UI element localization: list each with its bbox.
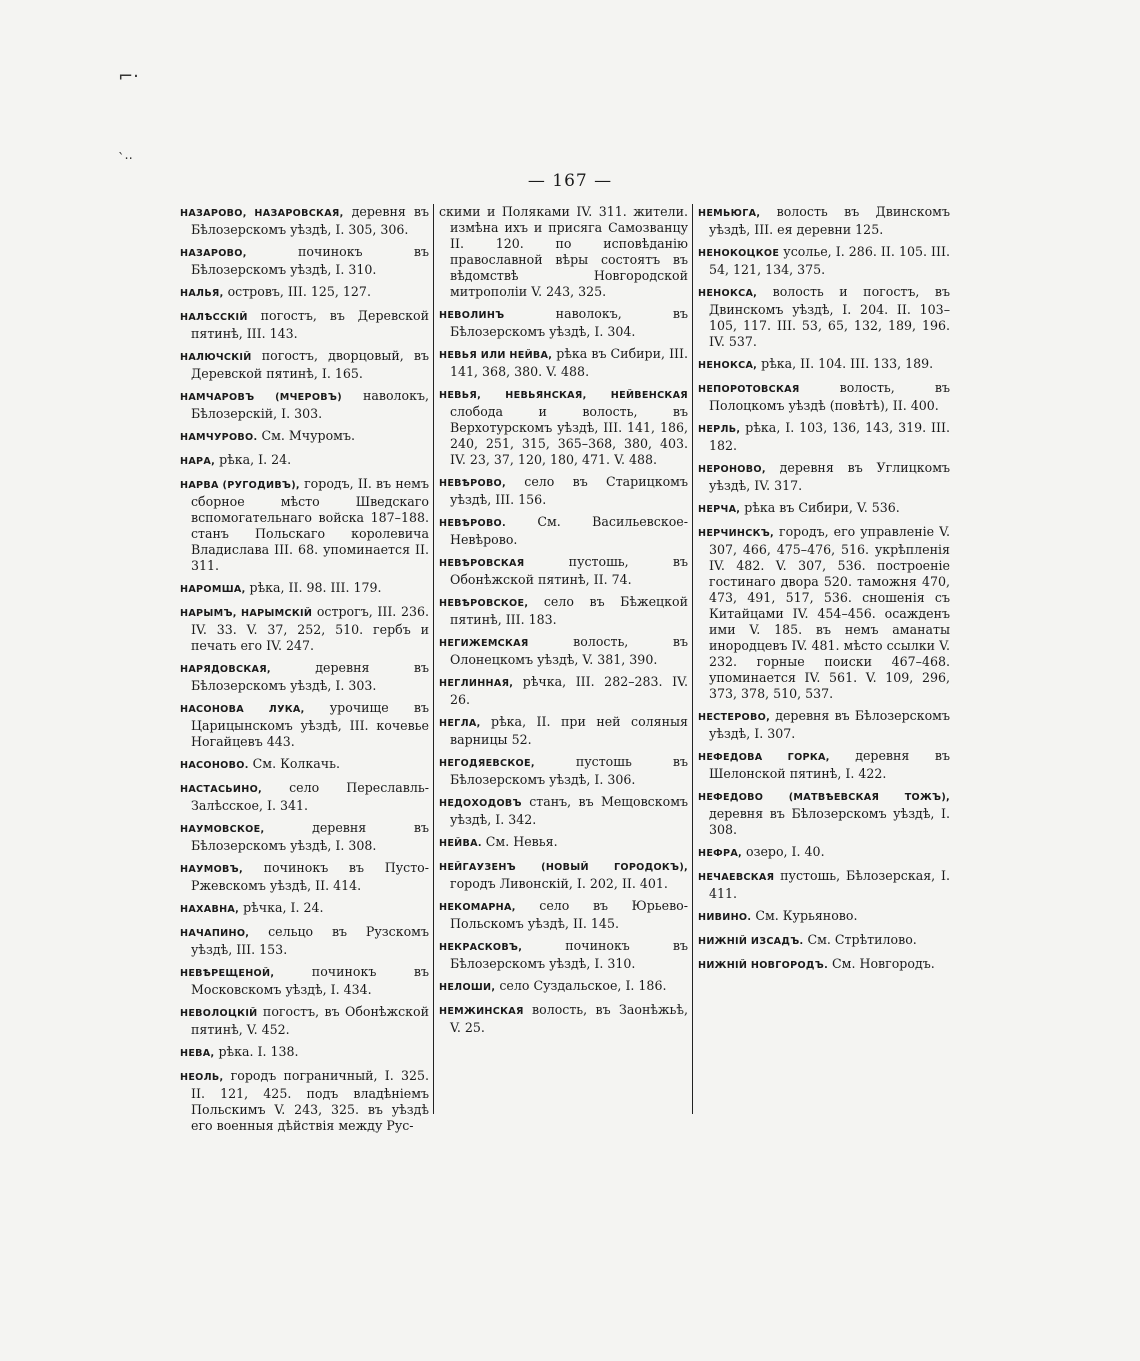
entry-headword: НЕКОМАРНА, — [439, 902, 516, 913]
index-entry — [698, 460, 950, 494]
entry-text: станъ, въ Мещовскомъ уѣздѣ, I. 342. — [450, 794, 688, 827]
entry-headword: НЕПОРОТОВСКАЯ — [698, 384, 800, 395]
index-entry — [439, 474, 688, 508]
entry-headword: НЕНОКСА, — [698, 360, 758, 371]
entry-text: погостъ, въ Деревской пятинѣ, III. 143. — [191, 308, 429, 341]
entry-text: деревня въ Бѣлозерскомъ уѣздѣ, I. 303. — [191, 660, 429, 693]
index-entry — [180, 900, 429, 918]
entry-headword: НЕФЕДОВА ГОРКА, — [698, 752, 830, 763]
entry-text: См. Стрѣтилово. — [803, 932, 917, 947]
index-entry — [439, 346, 688, 380]
entry-text: погостъ, въ Обонѣжской пятинѣ, V. 452. — [191, 1004, 429, 1037]
index-entry — [698, 500, 950, 518]
entry-text: волость, въ Заонѣжьѣ, V. 25. — [450, 1002, 688, 1035]
index-entry — [180, 660, 429, 694]
entry-text: См. Колкачь. — [248, 756, 340, 771]
entry-headword: НЕЙГАУЗЕНЪ (НОВЫЙ ГОРОДОКЪ), — [439, 862, 688, 873]
index-entry — [698, 844, 950, 862]
entry-text: пустошь, Бѣлозерская, I. 411. — [709, 868, 950, 901]
entry-text: См. Курьяново. — [751, 908, 858, 923]
entry-headword: НАРЫМЪ, НАРЫМСКІЙ — [180, 608, 313, 619]
entry-text: волость, въ Олонецкомъ уѣздѣ, V. 381, 390. — [450, 634, 688, 667]
entry-headword: НАЛЮЧСКІЙ — [180, 352, 252, 363]
index-entry — [439, 674, 688, 708]
entry-headword: НЕВѢРЕЩЕНОЙ, — [180, 968, 275, 979]
index-entry — [439, 1002, 688, 1036]
index-entry — [180, 428, 429, 446]
index-entry — [180, 580, 429, 598]
index-entry — [698, 708, 950, 742]
entry-headword: НАЧАПИНО, — [180, 928, 250, 939]
entry-headword: НЕФРА, — [698, 848, 742, 859]
index-entry — [698, 284, 950, 350]
index-entry — [698, 380, 950, 414]
entry-text: село Переславль-Залѣсское, I. 341. — [191, 780, 429, 813]
entry-text: острогъ, III. 236. IV. 33. V. 37, 252, 510. гербъ и печать его IV. 247. — [191, 604, 429, 653]
entry-text: наволокъ, Бѣлозерскій, I. 303. — [191, 388, 429, 421]
index-entry — [698, 244, 950, 278]
entry-headword: НЕВѢРОВО, — [439, 478, 506, 489]
entry-text: рѣка, I. 103, 136, 143, 319. III. 182. — [709, 420, 950, 453]
entry-headword: НАМЧАРОВЪ (МЧЕРОВЪ) — [180, 392, 342, 403]
entry-headword: НЕГЛА, — [439, 718, 481, 729]
entry-headword: НЕРЛЬ, — [698, 424, 741, 435]
entry-text: волость въ Двинскомъ уѣздѣ, III. ея деревни 125. — [709, 204, 950, 237]
entry-text: слобода и волость, въ Верхотурскомъ уѣздѣ, III. 141, 186, 240, 251, 315, 365–368, 380, 403. IV. 23, 37, 120, 180, 471. V. 488. — [450, 404, 688, 467]
entry-text: рѣка въ Сибири, III. 141, 368, 380. V. 488. — [450, 346, 688, 379]
index-entry — [439, 938, 688, 972]
index-entry — [180, 244, 429, 278]
index-entry — [439, 554, 688, 588]
entry-headword: НЕРЧА, — [698, 504, 741, 515]
entry-text: починокъ въ Бѣлозерскомъ уѣздѣ, I. 310. — [450, 938, 688, 971]
index-entry — [698, 204, 950, 238]
entry-text: наволокъ, въ Бѣлозерскомъ уѣздѣ, I. 304. — [450, 306, 688, 339]
entry-headword: НАРВА (РУГОДИВЪ), — [180, 480, 300, 491]
column-rule — [692, 204, 693, 1114]
index-entry — [180, 780, 429, 814]
entry-headword: НЕНОКСА, — [698, 288, 758, 299]
index-entry — [439, 386, 688, 468]
entry-text: озеро, I. 40. — [742, 844, 825, 859]
index-entry — [439, 634, 688, 668]
entry-headword: НАСТАСЬИНО, — [180, 784, 262, 795]
entry-text: деревня въ Углицкомъ уѣздѣ, IV. 317. — [709, 460, 950, 493]
entry-text: деревня въ Бѣлозерскомъ уѣздѣ, I. 308. — [709, 806, 950, 837]
entry-text: починокъ въ Московскомъ уѣздѣ, I. 434. — [191, 964, 429, 997]
entry-text: починокъ въ Пусто-Ржевскомъ уѣздѣ, II. 414. — [191, 860, 429, 893]
index-entry — [180, 1004, 429, 1038]
entry-headword: НЕВА, — [180, 1048, 215, 1059]
entry-headword: НЕГИЖЕМСКАЯ — [439, 638, 529, 649]
index-entry — [180, 1068, 429, 1134]
entry-text: См. Мчуромъ. — [257, 428, 355, 443]
entry-headword: НАЗАРОВО, — [180, 248, 247, 259]
entry-text: городъ, его управленіе V. 307, 466, 475–476, 516. укрѣпленія IV. 482. V. 307, 536. построеніе гостинаго двора 520. таможня 470, 473, 491, 517, 536. сношенія съ Китайцами IV. 454–456. осажденъ ими V. 185. въ немъ аманаты инородцевъ IV. 481. мѣсто ссылки V. 232. горные поиски 467–468. упоминается IV. 561. V. 109, 296, 373, 378, 510, 537. — [709, 524, 950, 701]
index-columns — [180, 204, 950, 1133]
entry-text: рѣка, II. при ней соляныя варницы 52. — [450, 714, 688, 747]
entry-headword: НЕСТЕРОВО, — [698, 712, 771, 723]
entry-headword: НЕВОЛОЦКІЙ — [180, 1008, 258, 1019]
entry-text: островъ, III. 125, 127. — [223, 284, 371, 299]
entry-headword: НИВИНО. — [698, 912, 752, 923]
entry-text: починокъ въ Бѣлозерскомъ уѣздѣ, I. 310. — [191, 244, 429, 277]
entry-text: урочище въ Царицынскомъ уѣздѣ, III. кочевье Ногайцевъ 443. — [191, 700, 429, 749]
index-entry — [180, 820, 429, 854]
entry-text: деревня въ Шелонской пятинѣ, I. 422. — [709, 748, 950, 781]
column-2 — [439, 204, 688, 1114]
entry-headword: НЕОЛЬ, — [180, 1072, 224, 1083]
entry-headword: НИЖНІЙ НОВГОРОДЪ. — [698, 960, 829, 971]
entry-headword: НЕРОНОВО, — [698, 464, 766, 475]
index-entry — [180, 476, 429, 574]
entry-text: волость и погостъ, въ Двинскомъ уѣздѣ, I. 204. II. 103–105, 117. III. 53, 65, 132, 189, 196. IV. 537. — [709, 284, 950, 349]
entry-headword: НАРОМША, — [180, 584, 246, 595]
entry-text: рѣка. I. 138. — [214, 1044, 299, 1059]
index-entry — [180, 284, 429, 302]
entry-headword: НЕВОЛИНЪ — [439, 310, 505, 321]
entry-text: село въ Бѣжецкой пятинѣ, III. 183. — [450, 594, 688, 627]
entry-headword: НАУМОВСКОЕ, — [180, 824, 265, 835]
index-entry — [180, 700, 429, 750]
entry-text: деревня въ Бѣлозерскомъ уѣздѣ, I. 308. — [191, 820, 429, 853]
entry-text: сельцо въ Рузскомъ уѣздѣ, III. 153. — [191, 924, 429, 957]
entry-headword: НЕВЬЯ ИЛИ НЕЙВА, — [439, 350, 553, 361]
entry-text: См. Новгородъ. — [828, 956, 935, 971]
entry-text: городъ Ливонскій, I. 202, II. 401. — [450, 876, 668, 891]
entry-text: село въ Старицкомъ уѣздѣ, III. 156. — [450, 474, 688, 507]
index-entry — [698, 788, 950, 838]
entry-headword: НЕДОХОДОВЪ — [439, 798, 522, 809]
entry-headword: НЕВѢРОВСКАЯ — [439, 558, 525, 569]
entry-text: рѣка, II. 104. III. 133, 189. — [757, 356, 934, 371]
index-entry — [180, 204, 429, 238]
entry-headword: НАЛѢССКІЙ — [180, 312, 248, 323]
entry-headword: НАМЧУРОВО. — [180, 432, 258, 443]
index-entry — [180, 860, 429, 894]
entry-headword: НЕВѢРОВСКОЕ, — [439, 598, 529, 609]
entry-text: село въ Юрьево-Польскомъ уѣздѣ, II. 145. — [450, 898, 688, 931]
index-entry — [698, 932, 950, 950]
entry-headword: НАРЯДОВСКАЯ, — [180, 664, 271, 675]
entry-headword: НЕМЖИНСКАЯ — [439, 1006, 524, 1017]
index-entry — [180, 1044, 429, 1062]
index-entry — [180, 348, 429, 382]
index-entry — [180, 452, 429, 470]
column-1 — [180, 204, 429, 1133]
index-entry — [439, 714, 688, 748]
index-entry — [439, 754, 688, 788]
scan-mark: ˋ·· — [118, 152, 133, 167]
index-entry — [439, 514, 688, 548]
entry-headword: НАХАВНА, — [180, 904, 240, 915]
entry-text: рѣка, II. 98. III. 179. — [245, 580, 382, 595]
entry-text: рѣка, I. 24. — [215, 452, 292, 467]
entry-headword: НЕГОДЯЕВСКОЕ, — [439, 758, 535, 769]
entry-text: См. Васильевское-Невѣрово. — [450, 514, 688, 547]
index-entry — [439, 858, 688, 892]
index-entry — [180, 756, 429, 774]
entry-text: погостъ, дворцовый, въ Деревской пятинѣ, I. 165. — [191, 348, 429, 381]
entry-headword: НЕЧАЕВСКАЯ — [698, 872, 775, 883]
entry-headword: НАРА, — [180, 456, 216, 467]
entry-headword: НЕГЛИННАЯ, — [439, 678, 514, 689]
entry-headword: НЕЛОШИ, — [439, 982, 496, 993]
entry-headword: НЕФЕДОВО (МАТВѢЕВСКАЯ ТОЖЪ), — [698, 792, 950, 803]
index-entry — [439, 794, 688, 828]
entry-text: рѣчка, I. 24. — [239, 900, 324, 915]
column-3 — [698, 204, 950, 1114]
entry-text: рѣка въ Сибири, V. 536. — [740, 500, 900, 515]
index-entry — [698, 356, 950, 374]
entry-headword: НИЖНІЙ ИЗСАДЪ. — [698, 936, 804, 947]
entry-headword: НЕВЬЯ, НЕВЬЯНСКАЯ, НЕЙВЕНСКАЯ — [439, 390, 688, 401]
index-entry — [698, 908, 950, 926]
index-entry — [180, 924, 429, 958]
entry-text: городъ, II. въ немъ сборное мѣсто Шведскаго вспомогательнаго войска 187–188. станъ Польскаго королевича Владислава III. 68. упоминается II. 311. — [191, 476, 429, 573]
entry-headword: НАЗАРОВО, НАЗАРОВСКАЯ, — [180, 208, 344, 219]
entry-headword: НАУМОВЪ, — [180, 864, 243, 875]
index-entry — [698, 420, 950, 454]
entry-headword: НЕВѢРОВО. — [439, 518, 506, 529]
index-entry — [439, 306, 688, 340]
page-number: — 167 — — [527, 171, 613, 191]
column-rule — [433, 204, 434, 1114]
entry-text: рѣчка, III. 282–283. IV. 26. — [450, 674, 688, 707]
entry-text: село Суздальское, I. 186. — [495, 978, 667, 993]
entry-headword: НАСОНОВО. — [180, 760, 249, 771]
index-entry — [698, 748, 950, 782]
entry-text: деревня въ Бѣлозерскомъ уѣздѣ, I. 305, 306. — [191, 204, 429, 237]
scan-mark: ⌐· — [118, 66, 139, 87]
entry-text: волость, въ Полоцкомъ уѣздѣ (повѣтѣ), II. 400. — [709, 380, 950, 413]
index-entry — [698, 868, 950, 902]
entry-headword: НАЛЬЯ, — [180, 288, 224, 299]
entry-headword: НЕМЬЮГА, — [698, 208, 761, 219]
entry-headword: НАСОНОВА ЛУКА, — [180, 704, 305, 715]
index-entry — [180, 308, 429, 342]
entry-headword: НЕКРАСКОВЪ, — [439, 942, 523, 953]
entry-headword: НЕНОКОЦКОЕ — [698, 248, 780, 259]
index-entry — [439, 594, 688, 628]
entry-text: См. Невья. — [481, 834, 558, 849]
index-entry — [180, 964, 429, 998]
entry-headword: НЕРЧИНСКЪ, — [698, 528, 774, 539]
entry-text: пустошь въ Бѣлозерскомъ уѣздѣ, I. 306. — [450, 754, 688, 787]
entry-headword: НЕЙВА. — [439, 838, 482, 849]
index-entry — [698, 956, 950, 974]
index-entry — [698, 524, 950, 702]
index-entry — [180, 604, 429, 654]
index-entry — [439, 204, 688, 300]
index-entry — [439, 898, 688, 932]
entry-text: пустошь, въ Обонѣжской пятинѣ, II. 74. — [450, 554, 688, 587]
entry-text: усолье, I. 286. II. 105. III. 54, 121, 134, 375. — [709, 244, 950, 277]
index-entry — [439, 978, 688, 996]
index-entry — [439, 834, 688, 852]
index-entry — [180, 388, 429, 422]
entry-text: деревня въ Бѣлозерскомъ уѣздѣ, I. 307. — [709, 708, 950, 741]
entry-text: городъ пограничный, I. 325. II. 121, 425. подъ владѣніемъ Польскимъ V. 243, 325. въ уѣздѣ его военныя дѣйствія между Рус- — [191, 1068, 429, 1133]
entry-text: скими и Поляками IV. 311. жители. измѣна ихъ и присяга Самозванцу II. 120. по исповѣданію православной вѣры состоятъ въ вѣдомствѣ Новгородской митрополіи V. 243, 325. — [439, 204, 688, 299]
